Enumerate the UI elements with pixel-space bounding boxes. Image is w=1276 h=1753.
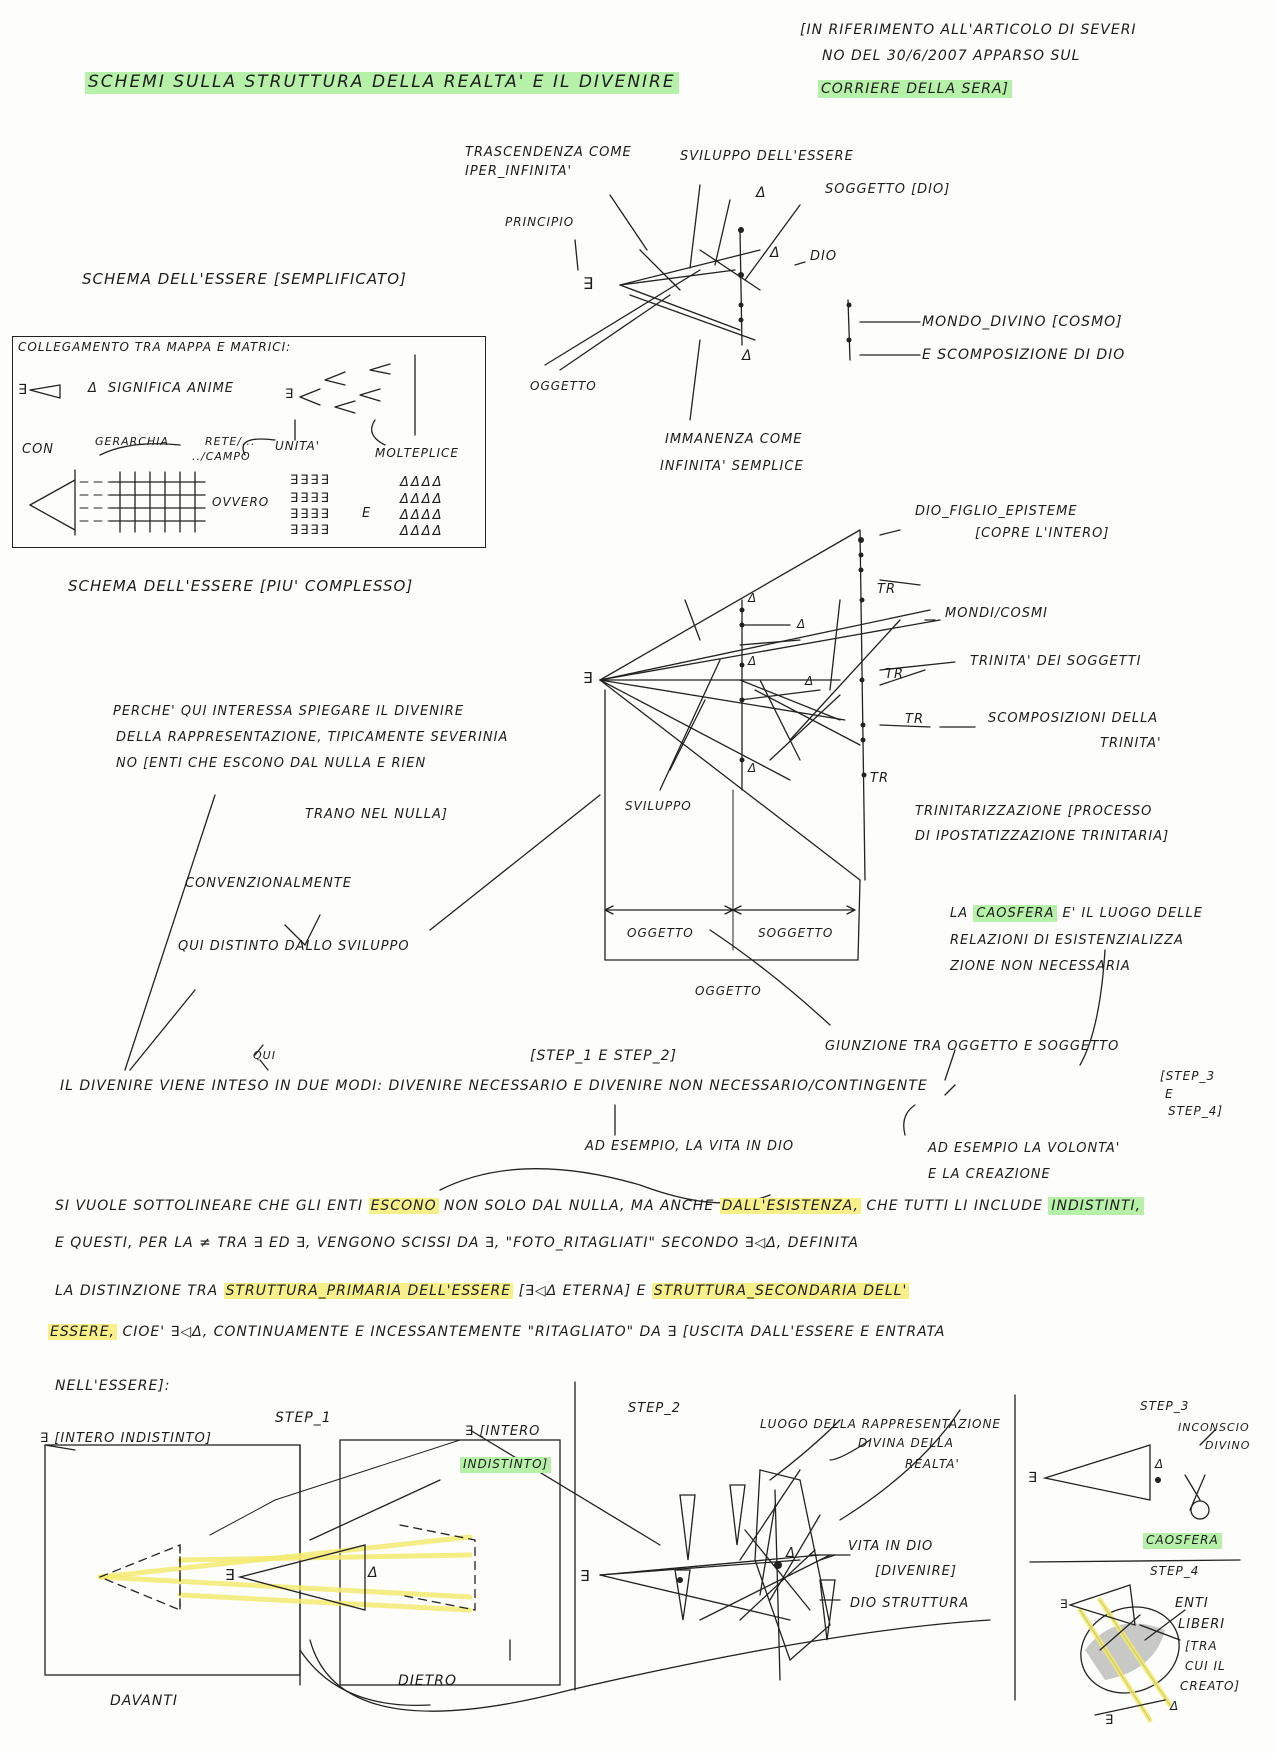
delta-glyph: Δ bbox=[748, 654, 758, 668]
step1-label: STEP_1 bbox=[275, 1410, 332, 1426]
grid-delta-1: ΔΔΔΔ bbox=[400, 475, 444, 490]
primaria-highlight: STRUTTURA_PRIMARIA DELL'ESSERE bbox=[225, 1283, 512, 1299]
enti-liberi-label-5: CREATO] bbox=[1180, 1679, 1241, 1693]
enti-liberi-label-2: LIBERI bbox=[1178, 1617, 1226, 1632]
exists-glyph: ∃ bbox=[583, 669, 594, 687]
trascendenza-label-2: IPER_INFINITA' bbox=[465, 164, 573, 179]
dio-figlio-label: DIO_FIGLIO_EPISTEME bbox=[915, 504, 1078, 519]
enti-liberi-label-4: CUI IL bbox=[1185, 1659, 1226, 1673]
delta-glyph: Δ bbox=[742, 348, 753, 364]
exists-glyph: ∃ bbox=[1028, 1470, 1038, 1486]
schema-complesso-title: SCHEMA DELL'ESSERE [PIU' COMPLESSO] bbox=[68, 577, 414, 595]
vita-in-dio-label-1: VITA IN DIO bbox=[848, 1539, 934, 1554]
grid-delta-2: ΔΔΔΔ bbox=[400, 492, 444, 507]
rete-label: RETE/... bbox=[205, 435, 256, 448]
mondo-divino-label: MONDO_DIVINO [COSMO] bbox=[922, 314, 1123, 330]
divenire-modi-line: IL DIVENIRE VIENE INTESO IN DUE MODI: DIVENIRE NECESSARIO E DIVENIRE NON NECESSARIO/CONTINGENTE bbox=[60, 1078, 928, 1094]
paragraph-line5: NELL'ESSERE]: bbox=[55, 1378, 171, 1394]
tr-label-2: TR bbox=[885, 667, 904, 682]
enti-liberi-label-3: [TRA bbox=[1185, 1639, 1218, 1653]
inconscio-label-1: INCONSCIO bbox=[1178, 1421, 1250, 1434]
reference-note-line2: NO DEL 30/6/2007 APPARSO SUL bbox=[822, 48, 1081, 64]
steps12-label: [STEP_1 E STEP_2] bbox=[530, 1048, 677, 1064]
grid-delta-3: ΔΔΔΔ bbox=[400, 508, 444, 523]
caosfera-note-line3: ZIONE NON NECESSARIA bbox=[950, 959, 1131, 974]
delta-glyph: Δ bbox=[1170, 1699, 1180, 1713]
step4-label: STEP_4 bbox=[1150, 1564, 1200, 1578]
intero-right-a: ∃ [INTERO bbox=[465, 1424, 541, 1439]
immanenza-label-1: IMMANENZA COME bbox=[665, 432, 803, 447]
grid-exists-3: ∃∃∃∃ bbox=[290, 507, 331, 522]
qui-label: QUI bbox=[253, 1049, 276, 1062]
steps34-label-2: E bbox=[1165, 1087, 1174, 1101]
soggetto-dio-label: SOGGETTO [DIO] bbox=[825, 182, 951, 197]
delta-glyph: Δ bbox=[748, 761, 758, 775]
oggetto-bottom-label: OGGETTO bbox=[695, 984, 762, 998]
convenzionalmente-label: CONVENZIONALMENTE bbox=[185, 876, 353, 891]
escono-highlight: ESCONO bbox=[370, 1198, 437, 1214]
esempio1-label: AD ESEMPIO, LA VITA IN DIO bbox=[585, 1139, 795, 1154]
exists-glyph: ∃ bbox=[580, 1567, 591, 1585]
ovvero-label: OVVERO bbox=[212, 495, 270, 509]
grid-exists-4: ∃∃∃∃ bbox=[290, 523, 331, 538]
caosfera-note-line2: RELAZIONI DI ESISTENZIALIZZA bbox=[950, 933, 1184, 948]
delta-glyph: Δ bbox=[756, 185, 767, 201]
qui-distinto-label: QUI DISTINTO DALLO SVILUPPO bbox=[178, 939, 410, 954]
giunzione-label: GIUNZIONE TRA OGGETTO E SOGGETTO bbox=[825, 1039, 1120, 1054]
delta-glyph: Δ bbox=[1155, 1457, 1165, 1471]
trinita-soggetti-label: TRINITA' DEI SOGGETTI bbox=[970, 654, 1142, 669]
davanti-label: DAVANTI bbox=[110, 1693, 179, 1709]
enti-liberi-label-1: ENTI bbox=[1175, 1596, 1209, 1611]
caosfera-highlight: CAOSFERA bbox=[973, 905, 1057, 922]
step3-label: STEP_3 bbox=[1140, 1399, 1190, 1413]
molteplice-label: MOLTEPLICE bbox=[375, 446, 460, 460]
secondaria-highlight: STRUTTURA_SECONDARIA DELL' bbox=[653, 1283, 908, 1299]
tr-label-1: TR bbox=[877, 582, 896, 597]
simplified-schema-lines bbox=[545, 185, 920, 420]
exists-glyph: ∃ bbox=[285, 387, 295, 402]
delta-glyph: Δ bbox=[88, 381, 98, 396]
con-label: CON bbox=[22, 442, 55, 457]
paragraph-line1: SI VUOLE SOTTOLINEARE CHE GLI ENTI ESCONO NON SOLO DAL NULLA, MA ANCHE DALL'ESISTENZA, CHE TUTTI LI INCLUDE INDISTINTI, bbox=[55, 1198, 1144, 1214]
trinita-label: TRINITA' bbox=[1100, 736, 1162, 751]
gerarchia-label: GERARCHIA bbox=[95, 435, 170, 448]
paragraph-line3: LA DISTINZIONE TRA STRUTTURA_PRIMARIA DELL'ESSERE [∃◁Δ ETERNA] E STRUTTURA_SECONDARIA DELL' bbox=[55, 1283, 908, 1299]
trinitarizzazione-label: TRINITARIZZAZIONE [PROCESSO bbox=[915, 804, 1153, 819]
delta-glyph: Δ bbox=[770, 245, 781, 261]
e-label: E bbox=[362, 506, 372, 521]
step2-label: STEP_2 bbox=[628, 1401, 682, 1416]
collegamento-label: COLLEGAMENTO TRA MAPPA E MATRICI: bbox=[18, 340, 292, 354]
dio-struttura-label: DIO STRUTTURA bbox=[850, 1596, 970, 1611]
paragraph-line4: ESSERE, CIOE' ∃◁Δ, CONTINUAMENTE E INCESSANTEMENTE "RITAGLIATO" DA ∃ [USCITA DALL'ESSERE E ENTRATA bbox=[50, 1324, 946, 1340]
exists-glyph: ∃ bbox=[225, 1566, 236, 1584]
steps34-label-1: [STEP_3 bbox=[1160, 1069, 1216, 1083]
exists-glyph: ∃ bbox=[18, 382, 28, 398]
steps-panels bbox=[45, 1382, 1240, 1720]
campo-label: ../CAMPO bbox=[192, 450, 251, 463]
steps34-label-3: STEP_4] bbox=[1168, 1104, 1224, 1118]
dio-label: DIO bbox=[810, 249, 838, 264]
divenire-note-line1: PERCHE' QUI INTERESSA SPIEGARE IL DIVENIRE bbox=[113, 704, 465, 719]
divenire-note-line2: DELLA RAPPRESENTAZIONE, TIPICAMENTE SEVERINIA bbox=[116, 730, 509, 745]
scomposizioni-label: SCOMPOSIZIONI DELLA bbox=[988, 711, 1159, 726]
esempio2-label-2: E LA CREAZIONE bbox=[928, 1167, 1051, 1182]
delta-glyph: Δ bbox=[368, 1565, 379, 1581]
grid-delta-4: ΔΔΔΔ bbox=[400, 524, 444, 539]
sviluppo-label: SVILUPPO bbox=[625, 799, 692, 813]
divenire-note-line4: TRANO NEL NULLA] bbox=[305, 807, 448, 822]
complex-schema-lines bbox=[600, 530, 975, 1025]
sviluppo-essere-label: SVILUPPO DELL'ESSERE bbox=[680, 149, 854, 164]
principio-label: PRINCIPIO bbox=[505, 215, 575, 229]
luogo-label-1: LUOGO DELLA RAPPRESENTAZIONE bbox=[760, 1417, 1002, 1431]
delta-glyph: Δ bbox=[748, 591, 758, 605]
mondi-cosmi-label: MONDI/COSMI bbox=[945, 606, 1049, 621]
reference-note-line3: CORRIERE DELLA SERA] bbox=[818, 80, 1012, 98]
soggetto-label: SOGGETTO bbox=[758, 926, 834, 940]
grid-exists-2: ∃∃∃∃ bbox=[290, 491, 331, 506]
schema-semplificato-title: SCHEMA DELL'ESSERE [SEMPLIFICATO] bbox=[82, 270, 407, 288]
caosfera-note-line1: LA CAOSFERA E' IL LUOGO DELLE bbox=[950, 906, 1203, 921]
essere-highlight: ESSERE, bbox=[50, 1324, 115, 1340]
luogo-label-2: DIVINA DELLA bbox=[858, 1436, 954, 1450]
exists-glyph: ∃ bbox=[583, 274, 595, 293]
divenire-note-line3: NO [ENTI CHE ESCONO DAL NULLA E RIEN bbox=[116, 756, 427, 771]
vita-in-dio-label-2: [DIVENIRE] bbox=[875, 1564, 957, 1579]
oggetto-label: OGGETTO bbox=[627, 926, 694, 940]
delta-glyph: Δ bbox=[797, 617, 807, 631]
luogo-label-3: REALTA' bbox=[905, 1457, 960, 1471]
page-title: SCHEMI SULLA STRUTTURA DELLA REALTA' E IL DIVENIRE bbox=[85, 72, 679, 94]
ipostatizzazione-label: DI IPOSTATIZZAZIONE TRINITARIA] bbox=[915, 829, 1170, 844]
unita-label: UNITA' bbox=[275, 439, 321, 453]
paragraph-line2: E QUESTI, PER LA ≠ TRA ∃ ED ∃, VENGONO SCISSI DA ∃, "FOTO_RITAGLIATI" SECONDO ∃◁Δ, DEFINITA bbox=[55, 1235, 859, 1251]
caosfera-step-label: CAOSFERA bbox=[1143, 1533, 1222, 1549]
indistinti-highlight: INDISTINTI, bbox=[1048, 1197, 1144, 1215]
trascendenza-label-1: TRASCENDENZA COME bbox=[465, 145, 632, 160]
tr-label-3: TR bbox=[905, 712, 924, 727]
exists-glyph: ∃ bbox=[1105, 1713, 1115, 1728]
reference-note-line1: [IN RIFERIMENTO ALL'ARTICOLO DI SEVERI bbox=[800, 22, 1137, 38]
immanenza-label-2: INFINITA' SEMPLICE bbox=[660, 459, 804, 474]
inconscio-label-2: DIVINO bbox=[1205, 1439, 1251, 1452]
delta-glyph: Δ bbox=[805, 674, 815, 688]
delta-glyph: Δ bbox=[786, 1546, 796, 1561]
tr-label-4: TR bbox=[870, 771, 889, 786]
esempio2-label-1: AD ESEMPIO LA VOLONTA' bbox=[928, 1141, 1121, 1156]
esistenza-highlight: DALL'ESISTENZA, bbox=[721, 1198, 859, 1214]
exists-glyph: ∃ bbox=[1060, 1597, 1069, 1611]
dietro-label: DIETRO bbox=[398, 1673, 458, 1689]
grid-exists-1: ∃∃∃∃ bbox=[290, 473, 331, 488]
oggetto-label: OGGETTO bbox=[530, 379, 597, 393]
scomposizione-label: E SCOMPOSIZIONE DI DIO bbox=[922, 347, 1126, 363]
intero-right-b: INDISTINTO] bbox=[460, 1457, 551, 1473]
intero-indistinto-left: ∃ [INTERO INDISTINTO] bbox=[40, 1431, 212, 1446]
copre-intero-label: [COPRE L'INTERO] bbox=[975, 526, 1110, 541]
significa-anime-label: SIGNIFICA ANIME bbox=[108, 381, 235, 396]
